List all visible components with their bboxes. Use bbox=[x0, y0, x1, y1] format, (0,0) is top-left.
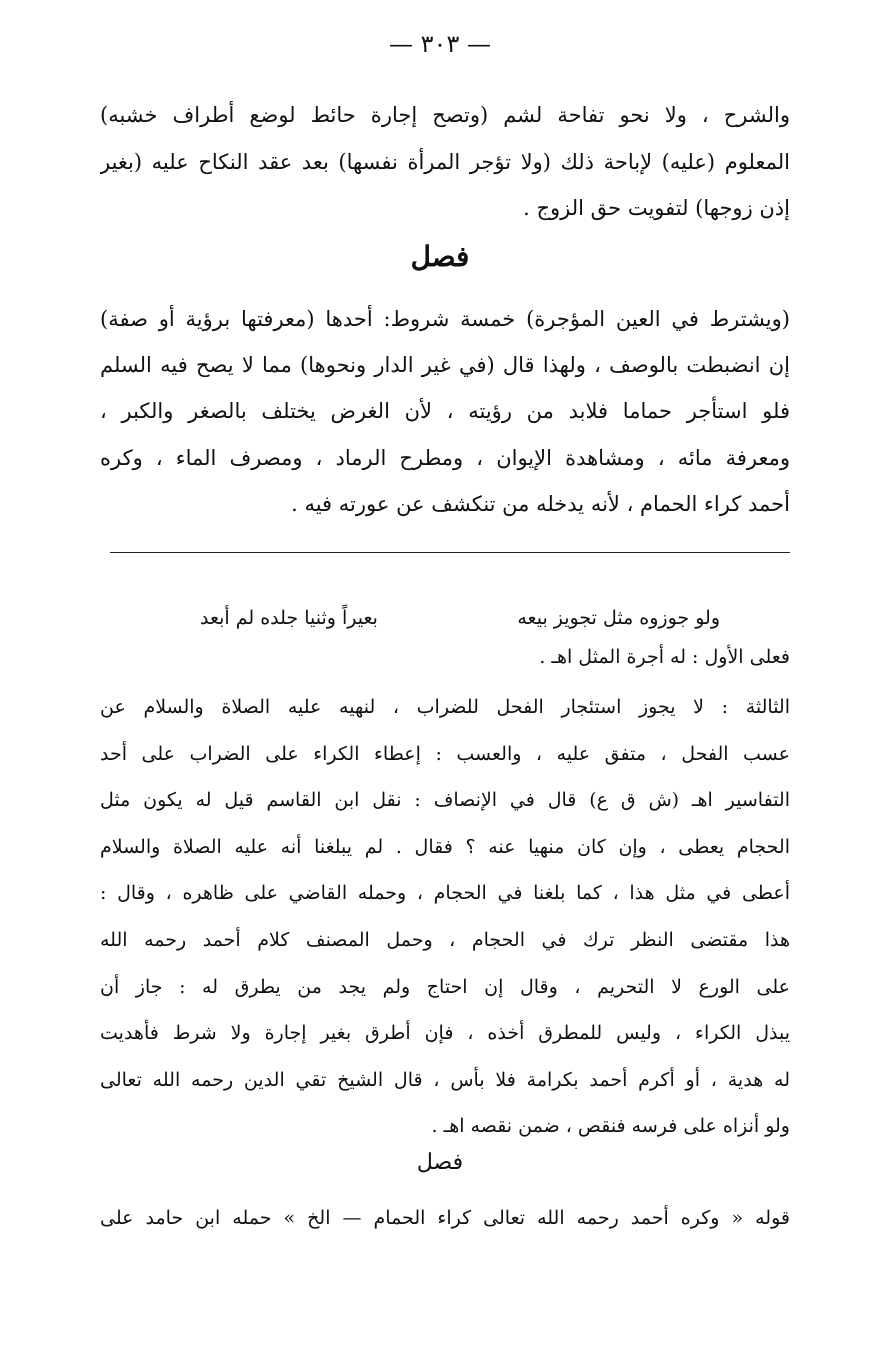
section-heading: فصل bbox=[410, 240, 470, 273]
section-text-line: إن انضبطت بالوصف ، ولهذا قال (في غير الدار ونحوها) مما لا يصح فيه السلم bbox=[100, 353, 790, 378]
main-text-line: إذن زوجها) لتفويت حق الزوج . bbox=[523, 196, 790, 220]
page-number: — ٣٠٣ — bbox=[389, 30, 491, 58]
footnote-line: هذا مقتضى النظر ترك في الحجام ، وحمل المصنف كلام أحمد رحمه الله bbox=[100, 928, 790, 951]
footnote-line: الثالثة : لا يجوز استئجار الفحل للضراب ، لنهيه عليه الصلاة والسلام عن bbox=[100, 696, 790, 718]
main-text-block bbox=[100, 92, 790, 232]
footnote-verse-comment bbox=[100, 638, 790, 677]
main-text-line: المعلوم (عليه) لإباحة ذلك (ولا تؤجر المرأة نفسها) بعد عقد النكاح عليه (بغير bbox=[100, 149, 790, 174]
footnote-line: قوله « وكره أحمد رحمه الله تعالى كراء الحمام — الخ » حمله ابن حامد على bbox=[100, 1207, 790, 1229]
footnote-line: ولو أنزاه على فرسه فنقص ، ضمن نقصه اهـ . bbox=[431, 1115, 790, 1138]
footnote-line: فعلى الأول : له أجرة المثل اهـ . bbox=[539, 646, 790, 668]
footnote-line: الحجام يعطى ، وإن كان منهيا عنه ؟ فقال . لم يبلغنا أنه عليه الصلاة والسلام bbox=[100, 835, 790, 858]
footnote-last-paragraph bbox=[100, 1196, 790, 1240]
verse-first-hemistich: ولو جوزوه مثل تجويز بيعه bbox=[517, 607, 720, 629]
section-text-block bbox=[100, 296, 790, 527]
main-text-line: والشرح ، ولا نحو تفاحة لشم (وتصح إجارة حائط لوضع أطراف خشبه) bbox=[100, 103, 790, 127]
footnote-section-heading: فصل bbox=[416, 1150, 464, 1175]
footnote-line: له هدية ، أو أكرم أحمد بكرامة فلا بأس ، قال الشيخ تقي الدين رحمه الله تعالى bbox=[100, 1068, 790, 1091]
footnote-paragraph bbox=[100, 684, 790, 1150]
footnote-line: أعطى في مثل هذا ، كما بلغنا في الحجام ، وحمله القاضي على ظاهره ، وقال : bbox=[100, 882, 790, 905]
footnote-line: عسب الفحل ، متفق عليه ، والعسب : إعطاء الكراء على الضراب على أحد bbox=[100, 742, 790, 765]
section-text-line: أحمد كراء الحمام ، لأنه يدخله من تنكشف عن عورته فيه . bbox=[291, 491, 790, 516]
section-text-line: (ويشترط في العين المؤجرة) خمسة شروط: أحدها (معرفتها برؤية أو صفة) bbox=[100, 307, 790, 331]
section-text-line: فلو استأجر حماما فلابد من رؤيته ، لأن الغرض يختلف بالصغر والكبر ، bbox=[100, 399, 790, 424]
footnote-line: التفاسير اهـ (ش ق ع) قال في الإنصاف : نقل ابن القاسم قيل له يكون مثل bbox=[100, 789, 790, 812]
verse-second-hemistich: بعيراً وثنيا جلده لم أبعد bbox=[200, 607, 378, 629]
footnote-verse bbox=[200, 600, 720, 636]
footnote-line: يبذل الكراء ، وليس للمطرق أخذه ، فإن أطرق بغير إجارة ولا شرط فأهديت bbox=[100, 1022, 790, 1045]
footnote-divider bbox=[110, 552, 790, 553]
section-text-line: ومعرفة مائه ، ومشاهدة الإيوان ، ومطرح الرماد ، ومصرف الماء ، وكره bbox=[100, 445, 790, 470]
footnote-line: على الورع لا التحريم ، وقال إن احتاج ولم يجد من يطرق له : جاز أن bbox=[100, 975, 790, 998]
